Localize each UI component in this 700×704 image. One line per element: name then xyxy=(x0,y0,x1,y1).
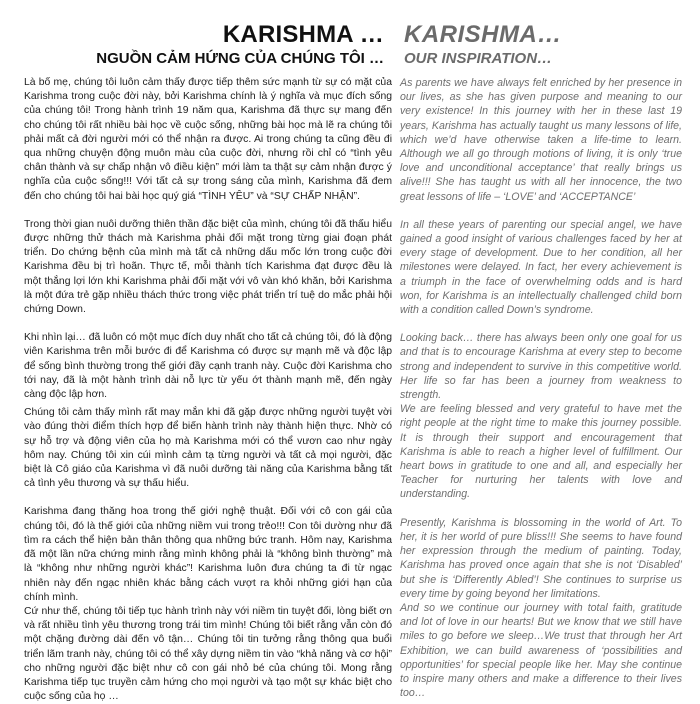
english-column xyxy=(400,22,682,700)
english-paragraph: Looking back… there has always been only one goal for us and that is to encourage Karishma at every step to become strong and independent to survive in this competitive world. Her life so far has been a journey from weakness to strength. xyxy=(400,332,682,402)
vietnamese-paragraph: Trong thời gian nuôi dưỡng thiên thần đặc biệt của mình, chúng tôi đã thấu hiểu được những thử thách mà Karishma phải đối mặt trong từng giai đoạn phát triển. Do chứng bệnh của mình mà tất cả những dấu mốc lớn trong cuộc đời Karishma đều bị trì hoãn. Thực tế, mỗi thành tích Karishma đạt được đều là một thắng lợi lớn khi Karishma phải đối mặt với vô vàn khó khăn, bởi Karishma là một đứa trẻ gặp nhiều thách thức trong việc phát triển trí tuệ do mắc phải hội chứng Down. xyxy=(24,218,392,316)
english-paragraph: In all these years of parenting our special angel, we have gained a good insight of various challenges faced by her at every stage of development. Due to her condition, all her milestones were delayed. In fact, her every achievement is a triumph in the face of overwhelming odds and is hard won, for Karishma is an intellectually challenged child born with a condition called Down’s syndrome. xyxy=(400,218,682,317)
vietnamese-paragraph: Karishma đang thăng hoa trong thế giới nghệ thuật. Đối với cô con gái của chúng tôi, đó là thế giới của những niềm vui trong trẻo!!! Con tôi dường như đã tìm ra cách thể hiện bản thân thông qua những bức tranh. Hôm nay, Karishma đã một lần nữa chứng minh rằng mình không phải là “không bình thường” mà là “không như những người khác”! Karishma luôn đưa chúng ta đi từ ngạc nhiên này đến ngạc nhiên khác bằng cách vượt ra khỏi những giới hạn của chính mình. xyxy=(24,506,392,603)
english-paragraph: We are feeling blessed and very grateful to have met the right people at the right time to make this journey possible. It is through their support and encouragement that Karishma is able to reach a higher level of fulfillment. Our heart bows in gratitude to one and all, and especially her Teacher for nurturing her talents with love and understanding. xyxy=(400,403,682,501)
vietnamese-title: KARISHMA … xyxy=(222,21,384,48)
vietnamese-paragraph: Khi nhìn lại… đã luôn có một mục đích duy nhất cho tất cả chúng tôi, đó là động viên Karishma trên mỗi bước đi để Karishma có được sự mạnh mẽ và độc lập để sống bình thường trong thế giới đầy cạnh tranh này. Cuộc đời Karishma cho tới nay, đã là một hành trình dài nỗ lực từ yếu ớt thành mạnh mẽ, đến ngày càng độc lập hơn. xyxy=(24,332,392,401)
english-paragraph: Presently, Karishma is blossoming in the world of Art. To her, it is her world of pure bliss!!! She seems to have found her expression through the medium of painting. Today, Karishma has proved once again that she is not ‘Disabled’ but she is ‘Differently Abled’! She continues to surprise us every time by going beyond her limitations. xyxy=(400,516,682,600)
english-paragraph: As parents we have always felt enriched by her presence in our lives, as she has given purpose and meaning to our very existence! In this journey with her in these last 19 years, Karishma has actually taught us many lessons of life, which we’d have otherwise taken a life-time to learn. Although we all go through motions of living, it is only ‘true love and unconditional acceptance’ that really brings us alive!!! She has taught us with all her innocence, the two great lessons of life – ‘LOVE’ and ‘ACCEPTANCE’ xyxy=(400,77,682,203)
vietnamese-paragraph: Chúng tôi cảm thấy mình rất may mắn khi đã gặp được những người tuyệt vời vào đúng thời điểm thích hợp để biến hành trình này thành hiện thực. Nhờ có sự hỗ trợ và động viên của họ mà Karishma mới có thể vươn cao như ngày hôm nay. Chúng tôi xin cúi mình cảm tạ từng người và tất cả mọi người, đặc biệt là Cô giáo của Karishma vì đã nuôi dưỡng tài năng của Karishma bằng tất cả tình yêu thương và sự thấu hiểu. xyxy=(24,407,392,490)
english-paragraph: And so we continue our journey with total faith, gratitude and lot of love in our hearts! But we know that we still have miles to go before we sleep…We trust that through her Art Exhibition, we can build awareness of ‘possibilities and opportunities’ for special people like her. May she continue to inspire many others and make a difference to their lives too… xyxy=(400,601,682,700)
english-title: KARISHMA… xyxy=(404,21,562,48)
vietnamese-subtitle: NGUỒN CẢM HỨNG CỦA CHÚNG TÔI … xyxy=(96,50,384,67)
vietnamese-column xyxy=(24,22,392,704)
vietnamese-paragraph: Là bố mẹ, chúng tôi luôn cảm thấy được tiếp thêm sức mạnh từ sự có mặt của Karishma trong cuộc đời này, bởi Karishma chính là ý nghĩa và mục đích sống của chúng tôi! Trong hành trình 19 năm qua, Karishma đã thực sự mang đến cho chúng tôi rất nhiều bài học về cuộc sống, những bài học mà lẽ ra chúng tôi phải mất cả đời người mới có thể nhận ra được. Ai trong chúng ta cũng đều đi qua những chuyện động muôn màu của cuộc đời, nhưng rồi chỉ có “tình yêu chân thành và sự chấp nhận vô điều kiện” mới làm ta thật sự cảm nhận được ý nghĩa của cuộc sống!!! Với tất cả sự trong sáng của mình, Karishma đã đem đến cho chúng tôi hai bài học quý giá “TÌNH YÊU” và “SỰ CHẤP NHẬN”. xyxy=(24,77,392,202)
english-subtitle: OUR INSPIRATION… xyxy=(404,50,553,67)
vietnamese-paragraph: Cứ như thế, chúng tôi tiếp tục hành trình này với niềm tin tuyệt đối, lòng biết ơn và rất nhiều tình yêu thương trong trái tim mình! Chúng tôi biết rằng vẫn còn đó một chặng đường dài đến vô tận… Chúng tôi tin tưởng rằng thông qua buổi triển lãm tranh này, chúng tôi có thể xây dựng niềm tin vào “khả năng và cơ hội” cho những người đặc biệt như cô con gái nhỏ bé của chúng tôi. Mong rằng Karishma tiếp tục truyền cảm hứng cho mọi người và tạo một sự khác biệt cho cuộc sống của họ … xyxy=(24,605,392,703)
